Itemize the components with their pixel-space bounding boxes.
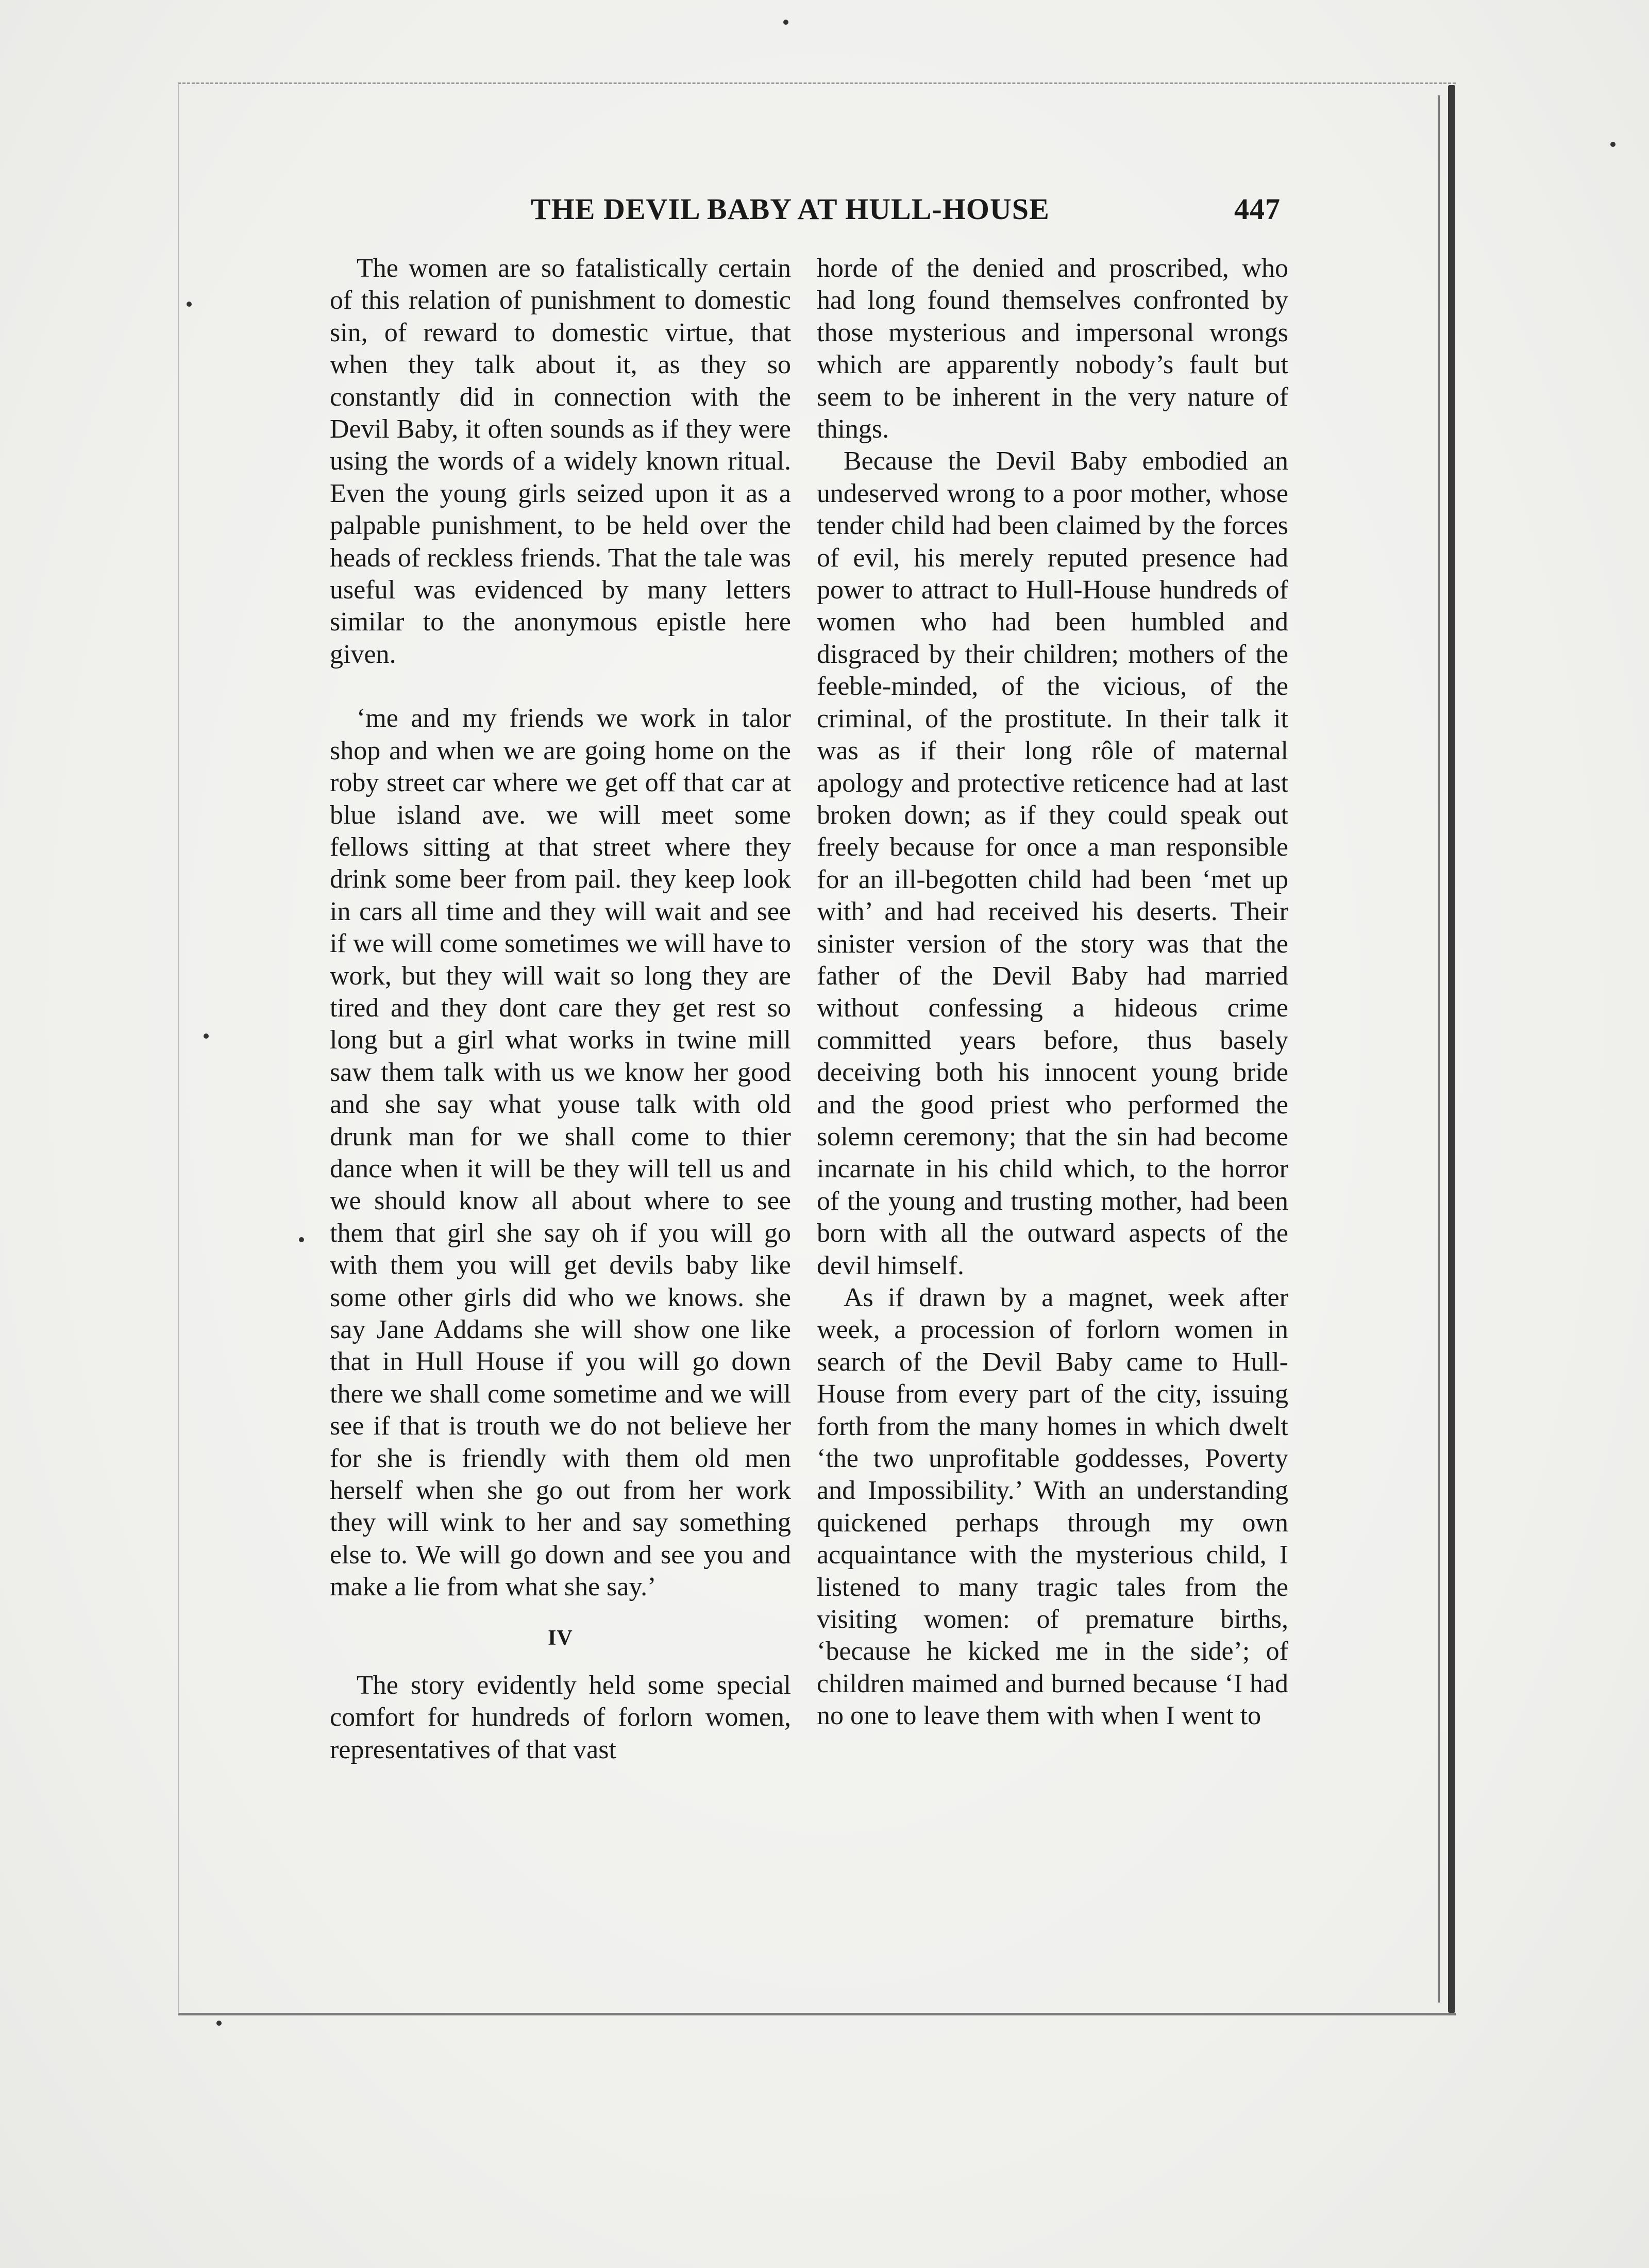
paragraph: As if drawn by a magnet, week after week, a procession of forlorn women in search of the Devil Baby came to Hull-House from every part of the city, issuing forth from the many homes in which dwelt ‘the two unprofitable goddesses, Poverty and Impossibility.’ With an understanding quickened perhaps through my own acquaintance with the mysterious child, I listened to many tragic tales from the visiting women: of premature births, ‘because he kicked me in the side’; of children maimed and burned because ‘I had no one to leave them with when I went to (817, 1283, 1288, 1731)
scan-speck (204, 1033, 209, 1039)
running-title: THE DEVIL BABY AT HULL-HOUSE (531, 192, 1050, 226)
right-column (817, 253, 1288, 1732)
scan-speck (783, 20, 788, 25)
paragraph: The story evidently held some special comfort for hundreds of forlorn women, representatives of that vast (330, 1671, 791, 1764)
scan-speck (216, 2021, 222, 2026)
page-number: 447 (1234, 192, 1281, 226)
left-column (330, 253, 791, 1766)
scan-speck (1610, 142, 1616, 147)
quoted-letter: ‘me and my friends we work in talor shop and when we are going home on the roby street car where we get off that car at blue island ave. we will meet some fellows sitting at that street where they drink some beer from pail. they keep look in cars all time and they will wait and see if we will come sometimes we will have to work, but they will wait so long they are tired and they dont care they get rest so long but a girl what works in twine mill saw them talk with us we know her good and she say what youse talk with old drunk man for we shall come to thier dance when it will be they will tell us and we should know all about where to see them that girl she say oh if you will go with them you will get devils baby like some other girls did who we knows. she say Jane Addams she will show one like that in Hull House if you will go down there we shall come sometime and we will see if that is trouth we do not believe her for she is friendly with them old men herself when she go out from her work they will wink to her and say something else to. We will go down and see you and make a lie from what she say.’ (330, 704, 791, 1602)
running-head (531, 192, 1281, 238)
page-right-edge (1448, 85, 1455, 2013)
paragraph: The women are so fatalistically certain of this relation of punishment to domestic sin, of reward to domestic virtue, that when they talk about it, as they so constantly did in connection with the Devil Baby, it often sounds as if they were using the words of a widely known ritual. Even the young girls seized upon it as a palpable punishment, to be held over the heads of reckless friends. That the tale was useful was evidenced by many letters similar to the anonymous epistle here given. (330, 254, 791, 669)
page-right-edge-shadow (1438, 95, 1440, 2003)
scan-speck (187, 302, 192, 307)
paragraph: Because the Devil Baby embodied an undeserved wrong to a poor mother, whose tender child had been claimed by the forces of evil, his merely reputed presence had power to attract to Hull-House hundreds of women who had been humbled and disgraced by their children; mothers of the feeble-minded, of the vicious, of the criminal, of the prostitute. In their talk it was as if their long rôle of maternal apology and protective reticence had at last broken down; as if they could speak out freely because for once a man responsible for an ill-begotten child had been ‘met up with’ and had received his deserts. Their sinister version of the story was that the father of the Devil Baby had married without confessing a hideous crime committed years before, thus basely deceiving both his innocent young bride and the good priest who performed the solemn ceremony; that the sin had become incarnate in his child which, to the horror of the young and trusting mother, had been born with all the outward aspects of the devil himself. (817, 446, 1288, 1280)
section-heading: IV (548, 1626, 573, 1650)
scan-speck (299, 1237, 304, 1242)
paragraph-continuation: horde of the denied and proscribed, who had long found themselves confronted by those mysterious and impersonal wrongs which are apparently nobody’s fault but seem to be inherent in the very nature of things. (817, 254, 1288, 444)
